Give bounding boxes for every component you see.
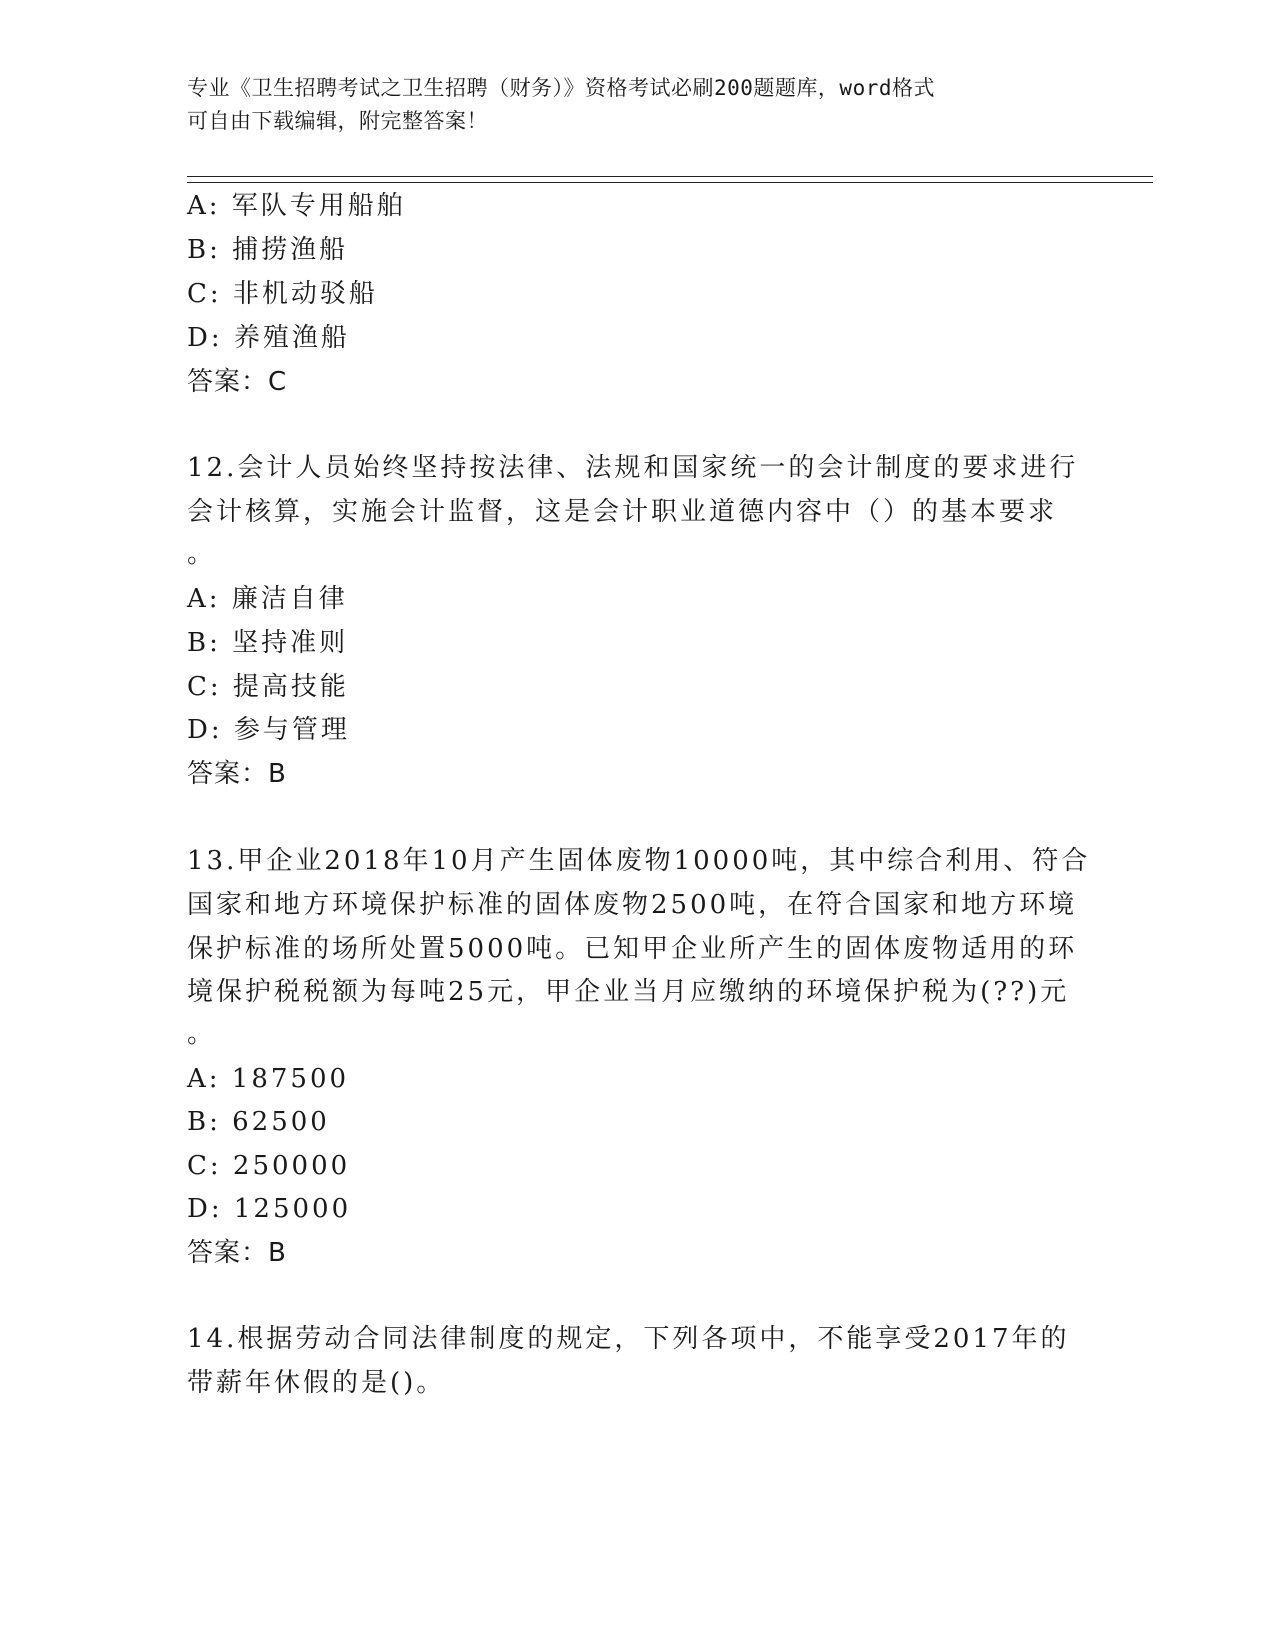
- q13-option-b: B: 62500: [187, 1107, 330, 1137]
- header-line-2: 可自由下载编辑，附完整答案！: [187, 109, 488, 133]
- q14-text-line-2: 带薪年休假的是()。: [187, 1368, 446, 1398]
- q13-answer: 答案：B: [187, 1238, 287, 1268]
- q12-option-a: A: 廉洁自律: [187, 584, 348, 614]
- q12-option-d: D: 参与管理: [187, 715, 350, 745]
- q13-option-c: C: 250000: [187, 1151, 351, 1181]
- header-rule-bottom: [187, 182, 1153, 183]
- q13-text-line-4: 境保护税税额为每吨25元，甲企业当月应缴纳的环境保护税为(??)元: [187, 977, 1070, 1007]
- q13-text-line-1: 13.甲企业2018年10月产生固体废物10000吨，其中综合利用、符合: [187, 846, 1091, 876]
- q11-option-a: A: 军队专用船舶: [187, 191, 406, 221]
- document-header: [187, 72, 1067, 138]
- q11-option-b: B: 捕捞渔船: [187, 235, 349, 265]
- q11-option-d: D: 养殖渔船: [187, 323, 350, 353]
- q13-option-d: D: 125000: [187, 1194, 352, 1224]
- q13-option-a: A: 187500: [187, 1064, 350, 1094]
- q12-option-b: B: 坚持准则: [187, 628, 349, 658]
- q13-text-line-2: 国家和地方环境保护标准的固体废物2500吨，在符合国家和地方环境: [187, 890, 1078, 920]
- q12-option-c: C: 提高技能: [187, 672, 349, 702]
- q11-answer: 答案：C: [187, 367, 288, 397]
- q14-text-line-1: 14.根据劳动合同法律制度的规定，下列各项中，不能享受2017年的: [187, 1324, 1070, 1354]
- q11-option-c: C: 非机动驳船: [187, 279, 378, 309]
- header-line-1: 专业《卫生招聘考试之卫生招聘（财务）》资格考试必刷200题题库，word格式: [187, 76, 935, 100]
- q12-text-line-3: 。: [187, 539, 217, 569]
- header-rule-top: [187, 176, 1153, 177]
- q13-text-line-3: 保护标准的场所处置5000吨。已知甲企业所产生的固体废物适用的环: [187, 934, 1078, 964]
- q12-answer: 答案：B: [187, 759, 287, 789]
- q13-text-line-5: 。: [187, 1019, 217, 1049]
- q12-text-line-2: 会计核算，实施会计监督，这是会计职业道德内容中（）的基本要求: [187, 497, 1058, 527]
- q12-text-line-1: 12.会计人员始终坚持按法律、法规和国家统一的会计制度的要求进行: [187, 453, 1079, 483]
